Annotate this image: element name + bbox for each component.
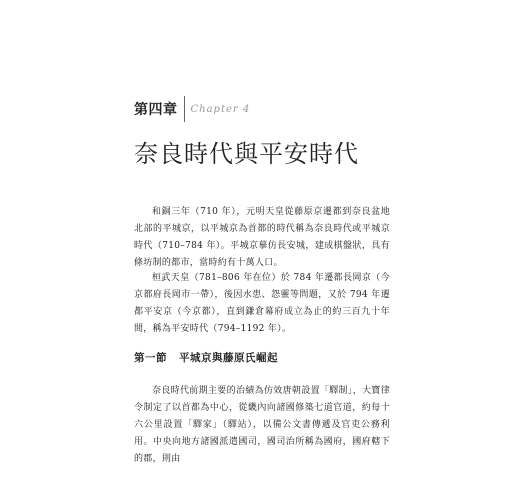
section-number: 第一節: [134, 352, 167, 364]
chapter-english-label: Chapter 4: [190, 103, 251, 115]
chapter-number: 第四章: [134, 102, 178, 118]
section-title: 平城京與藤原氏崛起: [179, 352, 278, 364]
body-paragraph: 奈良時代前期主要的治績為仿效唐朝設置「驛制」，大寶律令制定了以首都為中心，從畿內向諸國修築七道官道，約每十六公里設置「驛家」（驛站），以備公文書傳遞及官吏公務利用。中央向地方諸國派遣國司，國司治所稱為國府，國府轄下的郡，則由: [134, 386, 390, 464]
chapter-title: 奈良時代與平安時代: [134, 140, 359, 168]
body-paragraph: 桓武天皇（781–806 年在位）於 784 年遷都長岡京（今京都府長岡市一帶），後因水患、怨靈等問題，又於 794 年遷都平安京（今京都），直到鎌倉幕府成立為止的約三百九十年間，稱為平安時代（794–1192 年）。: [134, 273, 390, 334]
chapter-divider: [184, 96, 185, 122]
section-heading: [134, 350, 278, 365]
chapter-header: [134, 96, 250, 122]
body-paragraph: 和銅三年（710 年），元明天皇從藤原京遷都到奈良盆地北部的平城京，以平城京為首都的時代稱為奈良時代或平城京時代（710–784 年）。平城京摹仿長安城，建成棋盤狀，具有條坊制的都市，當時約有十萬人口。: [134, 207, 390, 268]
